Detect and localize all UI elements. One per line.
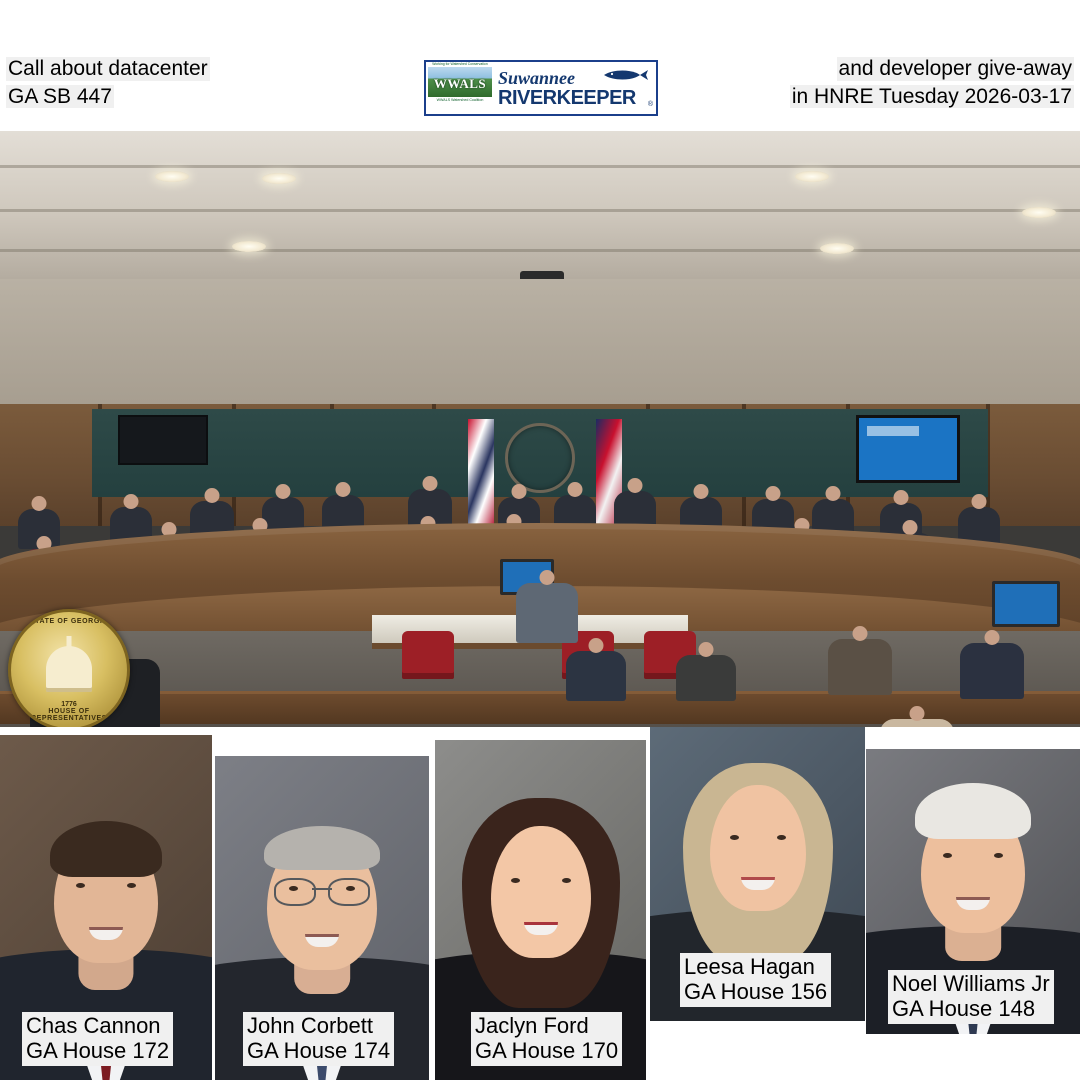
legislator-portrait-strip [0,727,1080,1080]
ceiling-light [820,243,854,254]
capitol-dome-icon [46,646,92,692]
gallery-attendee [676,655,736,701]
portrait-name: John Corbett [247,1012,373,1038]
gallery-attendee [828,639,892,695]
portrait-caption [471,1012,622,1066]
portrait-chas-cannon[interactable] [0,735,212,1080]
georgia-house-seal [8,609,130,727]
seal-ring-bottom-text: HOUSE OF REPRESENTATIVES [30,708,108,722]
header-right-line2: in HNRE Tuesday 2026-03-17 [791,84,1072,108]
portrait-caption [243,1012,394,1066]
header-left-line1: Call about datacenter [8,57,208,80]
ceiling-light [1022,207,1056,218]
logo-word-riverkeeper: RIVERKEEPER [498,86,636,109]
header-banner [0,0,1080,131]
portrait-name: Jaclyn Ford [475,1012,589,1038]
portrait-district: GA House 170 [475,1038,619,1064]
suwannee-riverkeeper-logo [424,60,658,116]
wall-monitor-right [856,415,960,483]
seal-ring-top-text: STATE OF GEORGIA [29,618,109,625]
state-seal-wall [505,423,575,493]
logo-registered-mark: ® [647,101,653,108]
logo-word-suwannee: Suwannee [498,67,576,88]
gallery-attendee [566,651,626,701]
ceiling-light [262,173,296,184]
portrait-district: GA House 174 [247,1038,391,1064]
us-flag [468,419,494,529]
ceiling-light [795,171,829,182]
chair [402,631,454,679]
witness-speaker [516,583,578,643]
riverkeeper-wordmark [494,62,656,114]
portrait-name: Leesa Hagan [684,953,815,979]
portrait-district: GA House 156 [684,979,828,1005]
ceiling [0,131,1080,279]
portrait-caption [888,970,1054,1024]
portrait-leesa-hagan[interactable] [650,727,865,1021]
wwals-emblem-text: WWALS [433,75,487,91]
laptop [992,581,1060,627]
wwals-tagline-bottom: WWALS Watershed Coalition [436,97,484,102]
portrait-district: GA House 148 [892,996,1036,1022]
header-left-line2: GA SB 447 [8,84,112,108]
wall-monitor-left [118,415,208,465]
portrait-face [491,826,591,958]
portrait-caption [680,953,831,1007]
ceiling-light [155,171,189,182]
gallery-attendee [880,719,954,727]
glasses-icon [274,878,370,904]
wwals-tagline-top: Working for Watershed Conservation [432,62,488,66]
portrait-face [710,785,806,911]
header-left-text [6,57,210,108]
portrait-jaclyn-ford[interactable] [435,740,646,1080]
seal-year: 1776 [61,701,77,708]
back-wall [0,279,1080,404]
portrait-john-corbett[interactable] [215,756,429,1080]
portrait-noel-williams-jr[interactable] [866,749,1080,1034]
fish-icon [602,68,648,82]
portrait-district: GA House 172 [26,1038,170,1064]
ceiling-light [232,241,266,252]
gallery-attendee [960,643,1024,699]
portrait-name: Chas Cannon [26,1012,161,1038]
portrait-name: Noel Williams Jr [892,970,1050,996]
wwals-logo-block [426,62,494,114]
hearing-room-photo [0,131,1080,727]
header-right-text [790,57,1074,108]
portrait-caption [22,1012,173,1066]
wwals-emblem-icon [428,67,492,97]
header-right-line1: and developer give-away [838,57,1072,80]
